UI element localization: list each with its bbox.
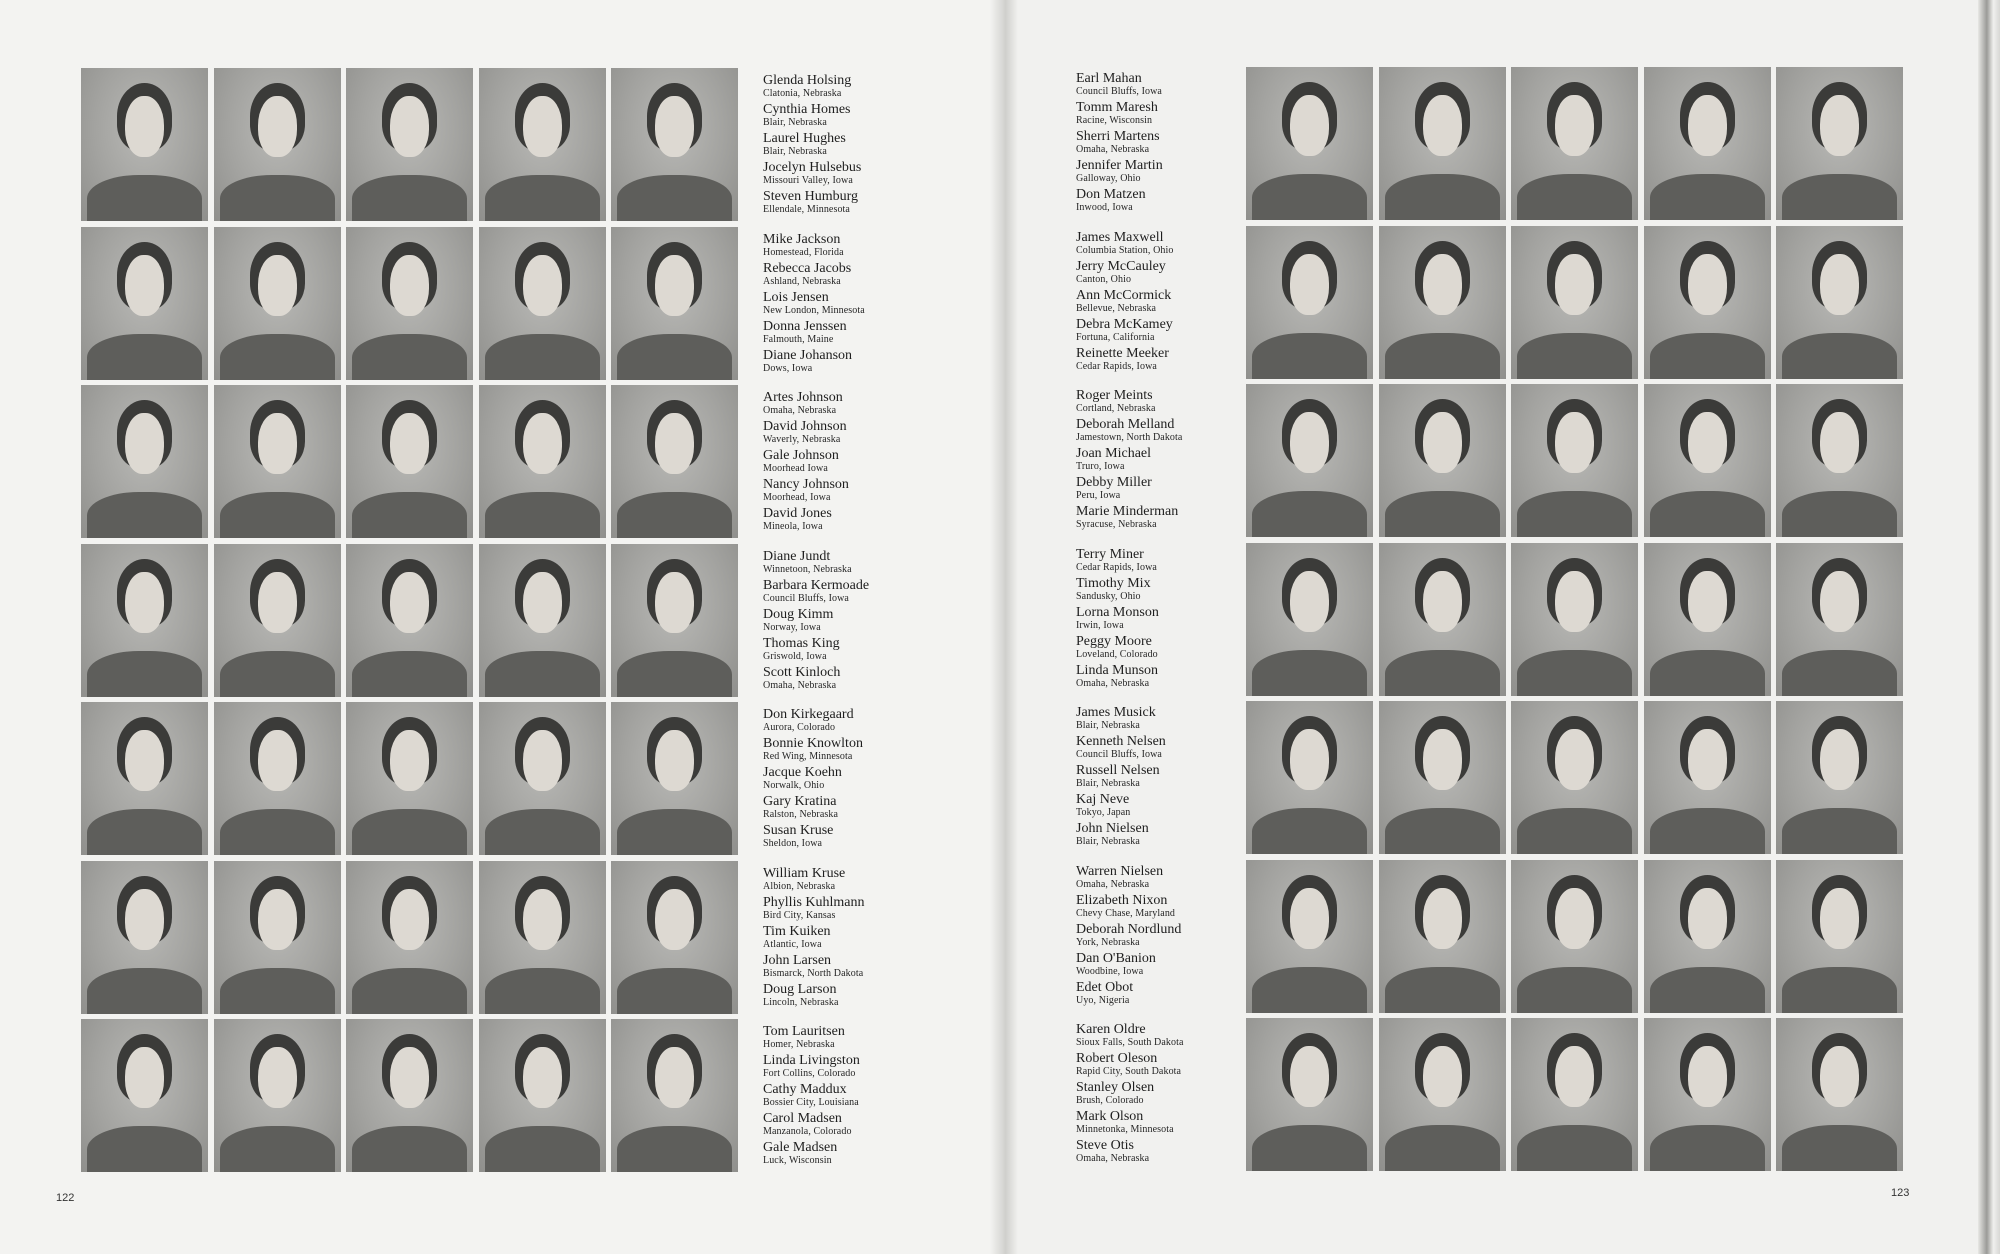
student-name: Deborah Nordlund bbox=[1076, 922, 1182, 937]
portrait-photo bbox=[1776, 701, 1903, 854]
portrait-photo bbox=[81, 1019, 208, 1172]
student-hometown: Minnetonka, Minnesota bbox=[1076, 1124, 1174, 1135]
name-entry bbox=[763, 161, 861, 190]
student-name: Robert Oleson bbox=[1076, 1051, 1158, 1066]
student-hometown: Moorhead, Iowa bbox=[763, 492, 831, 503]
student-hometown: Irwin, Iowa bbox=[1076, 620, 1124, 631]
portrait-photo bbox=[611, 385, 738, 538]
portrait-photo bbox=[479, 68, 606, 221]
portrait-photo bbox=[346, 861, 473, 1014]
portrait-photo bbox=[1246, 860, 1373, 1013]
student-name: John Larsen bbox=[763, 953, 832, 968]
portrait-photo bbox=[1246, 1018, 1373, 1171]
name-entry bbox=[763, 1112, 860, 1141]
student-hometown: Aurora, Colorado bbox=[763, 722, 836, 733]
portrait-photo bbox=[1776, 860, 1903, 1013]
student-hometown: Tokyo, Japan bbox=[1076, 807, 1131, 818]
student-hometown: Omaha, Nebraska bbox=[1076, 1153, 1150, 1164]
page-number-right: 123 bbox=[1891, 1187, 1910, 1199]
portrait-photo bbox=[81, 861, 208, 1014]
portrait-photo bbox=[81, 227, 208, 380]
name-entry bbox=[763, 391, 849, 420]
name-group bbox=[1076, 231, 1173, 376]
portrait-photo bbox=[1246, 67, 1373, 220]
portrait-photo bbox=[1776, 543, 1903, 696]
name-entry bbox=[1076, 577, 1159, 606]
portrait-photo bbox=[214, 1019, 341, 1172]
name-entry bbox=[763, 449, 849, 478]
student-name: Elizabeth Nixon bbox=[1076, 893, 1168, 908]
name-group bbox=[1076, 72, 1163, 217]
portrait-photo bbox=[1644, 701, 1771, 854]
portrait-photo bbox=[479, 1019, 606, 1172]
name-group bbox=[1076, 548, 1159, 693]
name-entry bbox=[1076, 981, 1181, 1010]
name-entry bbox=[1076, 505, 1182, 534]
student-hometown: Ashland, Nebraska bbox=[763, 276, 841, 287]
student-hometown: Dows, Iowa bbox=[763, 363, 813, 374]
student-hometown: Bellevue, Nebraska bbox=[1076, 303, 1157, 314]
name-group bbox=[763, 867, 865, 1012]
student-name: Joan Michael bbox=[1076, 446, 1152, 461]
name-entry bbox=[763, 954, 865, 983]
student-hometown: Waverly, Nebraska bbox=[763, 434, 841, 445]
name-entry bbox=[1076, 347, 1173, 376]
name-entry bbox=[1076, 188, 1163, 217]
student-name: Linda Munson bbox=[1076, 663, 1159, 678]
student-hometown: Mineola, Iowa bbox=[763, 521, 823, 532]
student-hometown: Norwalk, Ohio bbox=[763, 780, 825, 791]
student-hometown: Winnetoon, Nebraska bbox=[763, 564, 852, 575]
student-name: Edet Obot bbox=[1076, 980, 1134, 995]
name-entry bbox=[1076, 635, 1159, 664]
name-entry bbox=[763, 550, 869, 579]
student-hometown: Blair, Nebraska bbox=[763, 117, 827, 128]
student-hometown: Manzanola, Colorado bbox=[763, 1126, 852, 1137]
portrait-photo bbox=[1776, 384, 1903, 537]
name-group bbox=[1076, 865, 1181, 1010]
name-entry bbox=[763, 925, 865, 954]
student-hometown: Syracuse, Nebraska bbox=[1076, 519, 1157, 530]
portrait-photo bbox=[1776, 1018, 1903, 1171]
name-entry bbox=[763, 507, 849, 536]
portrait-photo bbox=[214, 227, 341, 380]
name-entry bbox=[763, 262, 865, 291]
name-entry bbox=[1076, 130, 1163, 159]
student-name: Deborah Melland bbox=[1076, 417, 1175, 432]
student-hometown: York, Nebraska bbox=[1076, 937, 1140, 948]
student-name: Tom Lauritsen bbox=[763, 1024, 845, 1039]
portrait-photo bbox=[1379, 701, 1506, 854]
portrait-photo bbox=[1379, 384, 1506, 537]
student-hometown: Columbia Station, Ohio bbox=[1076, 245, 1174, 256]
portrait-photo bbox=[1644, 543, 1771, 696]
portrait-photo bbox=[1644, 860, 1771, 1013]
portrait-photo bbox=[1246, 226, 1373, 379]
student-name: Artes Johnson bbox=[763, 390, 843, 405]
portrait-photo bbox=[479, 702, 606, 855]
student-hometown: Missouri Valley, Iowa bbox=[763, 175, 853, 186]
portrait-photo bbox=[1511, 384, 1638, 537]
name-entry bbox=[1076, 1081, 1184, 1110]
portrait-photo bbox=[611, 544, 738, 697]
student-name: Reinette Meeker bbox=[1076, 346, 1169, 361]
book-spine bbox=[990, 0, 1018, 1254]
student-hometown: Council Bluffs, Iowa bbox=[1076, 86, 1162, 97]
name-entry bbox=[763, 190, 861, 219]
student-name: Donna Jenssen bbox=[763, 319, 847, 334]
portrait-photo bbox=[346, 227, 473, 380]
portrait-photo bbox=[611, 702, 738, 855]
student-name: Bonnie Knowlton bbox=[763, 736, 863, 751]
student-hometown: Bossier City, Louisiana bbox=[763, 1097, 859, 1108]
name-group bbox=[763, 74, 861, 219]
student-name: Stanley Olsen bbox=[1076, 1080, 1155, 1095]
portrait-photo bbox=[1379, 543, 1506, 696]
name-group bbox=[763, 550, 869, 695]
name-entry bbox=[763, 420, 849, 449]
portrait-photo bbox=[1644, 67, 1771, 220]
name-entry bbox=[1076, 793, 1166, 822]
name-group bbox=[1076, 389, 1182, 534]
name-entry bbox=[1076, 101, 1163, 130]
portrait-photo bbox=[1511, 860, 1638, 1013]
name-entry bbox=[763, 103, 861, 132]
portrait-photo bbox=[1511, 1018, 1638, 1171]
name-entry bbox=[763, 637, 869, 666]
student-hometown: Sandusky, Ohio bbox=[1076, 591, 1141, 602]
name-entry bbox=[763, 708, 863, 737]
portrait-photo bbox=[214, 544, 341, 697]
student-hometown: Ellendale, Minnesota bbox=[763, 204, 850, 215]
portrait-photo bbox=[611, 68, 738, 221]
student-hometown: Chevy Chase, Maryland bbox=[1076, 908, 1176, 919]
student-hometown: Rapid City, South Dakota bbox=[1076, 1066, 1182, 1077]
student-name: Ann McCormick bbox=[1076, 288, 1172, 303]
name-entry bbox=[763, 824, 863, 853]
name-entry bbox=[763, 983, 865, 1012]
student-name: Timothy Mix bbox=[1076, 576, 1151, 591]
name-entry bbox=[763, 320, 865, 349]
portrait-photo bbox=[1776, 67, 1903, 220]
student-name: Doug Larson bbox=[763, 982, 837, 997]
student-hometown: New London, Minnesota bbox=[763, 305, 865, 316]
student-hometown: Fortuna, California bbox=[1076, 332, 1155, 343]
portrait-photo bbox=[81, 68, 208, 221]
portrait-photo bbox=[1644, 384, 1771, 537]
student-hometown: Council Bluffs, Iowa bbox=[763, 593, 849, 604]
name-entry bbox=[763, 737, 863, 766]
portrait-photo bbox=[1511, 543, 1638, 696]
name-entry bbox=[1076, 1110, 1184, 1139]
portrait-photo bbox=[346, 544, 473, 697]
student-name: Steve Otis bbox=[1076, 1138, 1134, 1153]
student-hometown: Griswold, Iowa bbox=[763, 651, 827, 662]
student-name: Karen Oldre bbox=[1076, 1022, 1146, 1037]
name-entry bbox=[1076, 260, 1173, 289]
student-name: Dan O'Banion bbox=[1076, 951, 1156, 966]
student-hometown: Blair, Nebraska bbox=[1076, 720, 1140, 731]
name-group bbox=[763, 391, 849, 536]
name-group bbox=[763, 708, 863, 853]
student-name: Rebecca Jacobs bbox=[763, 261, 852, 276]
name-entry bbox=[763, 666, 869, 695]
portrait-photo bbox=[479, 385, 606, 538]
student-name: Lorna Monson bbox=[1076, 605, 1159, 620]
student-name: Russell Nelsen bbox=[1076, 763, 1160, 778]
portrait-photo bbox=[1511, 67, 1638, 220]
student-name: Gale Madsen bbox=[763, 1140, 838, 1155]
portrait-photo bbox=[1379, 67, 1506, 220]
student-hometown: Peru, Iowa bbox=[1076, 490, 1121, 501]
student-hometown: Cortland, Nebraska bbox=[1076, 403, 1156, 414]
portrait-photo bbox=[611, 861, 738, 1014]
portrait-photo bbox=[1776, 226, 1903, 379]
portrait-photo bbox=[1511, 701, 1638, 854]
student-name: Marie Minderman bbox=[1076, 504, 1179, 519]
name-entry bbox=[763, 795, 863, 824]
page-edge bbox=[1978, 0, 2000, 1254]
portrait-photo bbox=[214, 385, 341, 538]
student-hometown: Blair, Nebraska bbox=[763, 146, 827, 157]
name-entry bbox=[763, 896, 865, 925]
portrait-photo bbox=[1379, 226, 1506, 379]
name-entry bbox=[1076, 1023, 1184, 1052]
name-entry bbox=[763, 608, 869, 637]
student-hometown: Jamestown, North Dakota bbox=[1076, 432, 1183, 443]
student-name: Kenneth Nelsen bbox=[1076, 734, 1166, 749]
name-entry bbox=[1076, 822, 1166, 851]
portrait-photo bbox=[346, 68, 473, 221]
student-hometown: Omaha, Nebraska bbox=[1076, 879, 1150, 890]
portrait-photo bbox=[1644, 226, 1771, 379]
student-name: Cathy Maddux bbox=[763, 1082, 847, 1097]
student-hometown: Homer, Nebraska bbox=[763, 1039, 835, 1050]
student-name: Scott Kinloch bbox=[763, 665, 841, 680]
student-name: David Jones bbox=[763, 506, 832, 521]
student-hometown: Uyo, Nigeria bbox=[1076, 995, 1130, 1006]
student-name: Peggy Moore bbox=[1076, 634, 1152, 649]
portrait-photo bbox=[479, 861, 606, 1014]
student-name: David Johnson bbox=[763, 419, 847, 434]
student-hometown: Sheldon, Iowa bbox=[763, 838, 823, 849]
student-name: Diane Jundt bbox=[763, 549, 831, 564]
student-name: Nancy Johnson bbox=[763, 477, 849, 492]
student-hometown: Inwood, Iowa bbox=[1076, 202, 1133, 213]
student-name: Jennifer Martin bbox=[1076, 158, 1163, 173]
name-entry bbox=[763, 766, 863, 795]
student-hometown: Council Bluffs, Iowa bbox=[1076, 749, 1162, 760]
student-hometown: Moorhead Iowa bbox=[763, 463, 828, 474]
portrait-photo bbox=[346, 1019, 473, 1172]
student-name: Doug Kimm bbox=[763, 607, 834, 622]
name-entry bbox=[1076, 447, 1182, 476]
portrait-photo bbox=[1644, 1018, 1771, 1171]
name-entry bbox=[763, 74, 861, 103]
student-hometown: Omaha, Nebraska bbox=[763, 680, 837, 691]
name-entry bbox=[763, 579, 869, 608]
student-name: Thomas King bbox=[763, 636, 840, 651]
name-entry bbox=[763, 291, 865, 320]
student-name: Laurel Hughes bbox=[763, 131, 846, 146]
student-hometown: Atlantic, Iowa bbox=[763, 939, 822, 950]
name-entry bbox=[1076, 476, 1182, 505]
student-hometown: Sioux Falls, South Dakota bbox=[1076, 1037, 1184, 1048]
name-entry bbox=[1076, 231, 1173, 260]
student-name: Gary Kratina bbox=[763, 794, 837, 809]
student-name: Susan Kruse bbox=[763, 823, 834, 838]
portrait-photo bbox=[81, 385, 208, 538]
portrait-photo bbox=[81, 544, 208, 697]
name-entry bbox=[763, 1054, 860, 1083]
name-entry bbox=[763, 1083, 860, 1112]
student-hometown: Woodbine, Iowa bbox=[1076, 966, 1144, 977]
student-name: Glenda Holsing bbox=[763, 73, 852, 88]
student-name: Cynthia Homes bbox=[763, 102, 851, 117]
portrait-photo bbox=[1246, 543, 1373, 696]
name-entry bbox=[1076, 418, 1182, 447]
student-hometown: Omaha, Nebraska bbox=[1076, 678, 1150, 689]
student-name: Diane Johanson bbox=[763, 348, 853, 363]
name-entry bbox=[1076, 548, 1159, 577]
student-hometown: Fort Collins, Colorado bbox=[763, 1068, 856, 1079]
student-name: Tim Kuiken bbox=[763, 924, 831, 939]
student-name: Carol Madsen bbox=[763, 1111, 842, 1126]
student-name: Roger Meints bbox=[1076, 388, 1153, 403]
name-entry bbox=[1076, 389, 1182, 418]
student-name: Terry Miner bbox=[1076, 547, 1144, 562]
name-entry bbox=[763, 867, 865, 896]
name-group bbox=[1076, 1023, 1184, 1168]
student-name: Mike Jackson bbox=[763, 232, 841, 247]
portrait-photo bbox=[214, 861, 341, 1014]
student-hometown: Omaha, Nebraska bbox=[1076, 144, 1150, 155]
portrait-photo bbox=[346, 702, 473, 855]
student-hometown: Blair, Nebraska bbox=[1076, 836, 1140, 847]
student-hometown: Lincoln, Nebraska bbox=[763, 997, 839, 1008]
portrait-photo bbox=[479, 544, 606, 697]
portrait-photo bbox=[1379, 1018, 1506, 1171]
name-entry bbox=[1076, 664, 1159, 693]
student-hometown: Bird City, Kansas bbox=[763, 910, 836, 921]
name-entry bbox=[1076, 289, 1173, 318]
student-name: Jerry McCauley bbox=[1076, 259, 1166, 274]
name-entry bbox=[1076, 1139, 1184, 1168]
name-entry bbox=[1076, 706, 1166, 735]
student-name: Steven Humburg bbox=[763, 189, 859, 204]
student-name: Warren Nielsen bbox=[1076, 864, 1164, 879]
name-group bbox=[763, 233, 865, 378]
name-entry bbox=[1076, 894, 1181, 923]
portrait-photo bbox=[1511, 226, 1638, 379]
student-hometown: Canton, Ohio bbox=[1076, 274, 1132, 285]
name-entry bbox=[1076, 159, 1163, 188]
portrait-photo bbox=[1379, 860, 1506, 1013]
student-name: Don Kirkegaard bbox=[763, 707, 854, 722]
name-entry bbox=[1076, 764, 1166, 793]
student-hometown: Loveland, Colorado bbox=[1076, 649, 1158, 660]
name-entry bbox=[1076, 735, 1166, 764]
student-name: Jocelyn Hulsebus bbox=[763, 160, 862, 175]
portrait-photo bbox=[214, 702, 341, 855]
student-hometown: Racine, Wisconsin bbox=[1076, 115, 1153, 126]
student-hometown: Red Wing, Minnesota bbox=[763, 751, 853, 762]
student-hometown: Brush, Colorado bbox=[1076, 1095, 1144, 1106]
student-hometown: Blair, Nebraska bbox=[1076, 778, 1140, 789]
portrait-photo bbox=[611, 227, 738, 380]
name-entry bbox=[763, 478, 849, 507]
student-hometown: Luck, Wisconsin bbox=[763, 1155, 832, 1166]
name-entry bbox=[1076, 72, 1163, 101]
portrait-photo bbox=[611, 1019, 738, 1172]
student-name: Tomm Maresh bbox=[1076, 100, 1158, 115]
student-name: Lois Jensen bbox=[763, 290, 829, 305]
student-name: Linda Livingston bbox=[763, 1053, 860, 1068]
page-number-left: 122 bbox=[56, 1192, 75, 1204]
student-name: James Maxwell bbox=[1076, 230, 1164, 245]
name-entry bbox=[1076, 952, 1181, 981]
portrait-photo bbox=[479, 227, 606, 380]
student-hometown: Albion, Nebraska bbox=[763, 881, 836, 892]
student-name: James Musick bbox=[1076, 705, 1156, 720]
student-hometown: Homestead, Florida bbox=[763, 247, 844, 258]
student-hometown: Clatonia, Nebraska bbox=[763, 88, 842, 99]
student-name: Barbara Kermoade bbox=[763, 578, 870, 593]
name-entry bbox=[763, 349, 865, 378]
student-hometown: Bismarck, North Dakota bbox=[763, 968, 864, 979]
student-name: Jacque Koehn bbox=[763, 765, 842, 780]
name-group bbox=[1076, 706, 1166, 851]
name-group bbox=[763, 1025, 860, 1170]
name-entry bbox=[763, 233, 865, 262]
student-name: Gale Johnson bbox=[763, 448, 839, 463]
name-entry bbox=[763, 132, 861, 161]
student-hometown: Falmouth, Maine bbox=[763, 334, 834, 345]
student-hometown: Cedar Rapids, Iowa bbox=[1076, 361, 1157, 372]
name-entry bbox=[1076, 318, 1173, 347]
student-hometown: Truro, Iowa bbox=[1076, 461, 1125, 472]
student-name: Mark Olson bbox=[1076, 1109, 1144, 1124]
student-name: Don Matzen bbox=[1076, 187, 1146, 202]
portrait-photo bbox=[81, 702, 208, 855]
portrait-photo bbox=[214, 68, 341, 221]
student-name: Kaj Neve bbox=[1076, 792, 1130, 807]
student-hometown: Galloway, Ohio bbox=[1076, 173, 1141, 184]
student-hometown: Ralston, Nebraska bbox=[763, 809, 839, 820]
name-entry bbox=[1076, 923, 1181, 952]
name-entry bbox=[763, 1141, 860, 1170]
name-entry bbox=[1076, 606, 1159, 635]
student-name: Debra McKamey bbox=[1076, 317, 1173, 332]
portrait-photo bbox=[346, 385, 473, 538]
student-name: Debby Miller bbox=[1076, 475, 1152, 490]
portrait-photo bbox=[1246, 701, 1373, 854]
student-name: Sherri Martens bbox=[1076, 129, 1160, 144]
portrait-photo bbox=[1246, 384, 1373, 537]
student-name: William Kruse bbox=[763, 866, 846, 881]
student-hometown: Omaha, Nebraska bbox=[763, 405, 837, 416]
student-hometown: Cedar Rapids, Iowa bbox=[1076, 562, 1157, 573]
student-name: John Nielsen bbox=[1076, 821, 1149, 836]
name-entry bbox=[1076, 865, 1181, 894]
name-entry bbox=[1076, 1052, 1184, 1081]
student-name: Earl Mahan bbox=[1076, 71, 1142, 86]
student-name: Phyllis Kuhlmann bbox=[763, 895, 865, 910]
student-hometown: Norway, Iowa bbox=[763, 622, 821, 633]
name-entry bbox=[763, 1025, 860, 1054]
